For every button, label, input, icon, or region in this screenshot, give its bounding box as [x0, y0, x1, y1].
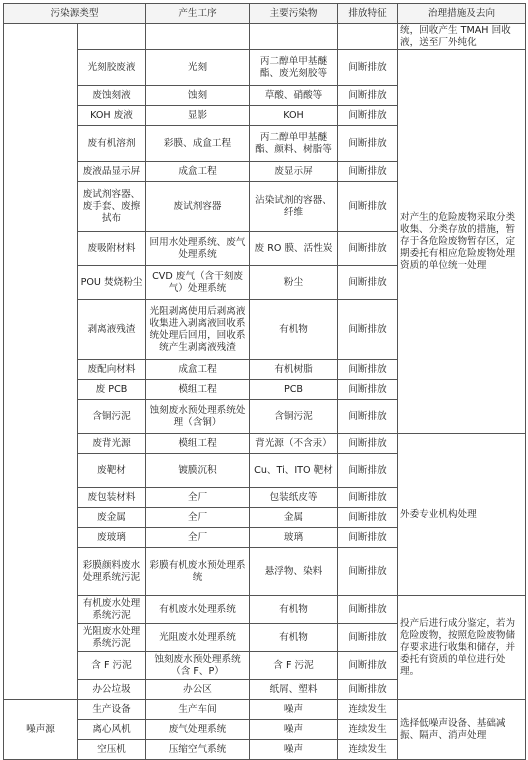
cell-process: 废气处理系统 — [146, 720, 250, 740]
cell-process: 成盒工程 — [146, 360, 250, 380]
cell-treatment: 统，回收产生 TMAH 回收液，送至厂外纯化 — [398, 24, 526, 50]
table-row — [4, 24, 526, 50]
cell-discharge: 连续发生 — [338, 740, 398, 760]
cell-source-name: 彩膜颜料废水处理系统污泥 — [78, 548, 146, 596]
header-process: 产生工序 — [146, 4, 250, 24]
cell-process: 显影 — [146, 106, 250, 126]
cell-process: 光刻 — [146, 50, 250, 86]
cell-pollutant: 丙二醇单甲基醚酯、颜料、树脂等 — [250, 126, 338, 162]
cell-discharge: 间断排放 — [338, 652, 398, 680]
cell-pollutant: 有机物 — [250, 624, 338, 652]
cell-discharge: 间断排放 — [338, 596, 398, 624]
cell-process: 全厂 — [146, 528, 250, 548]
cell-process: 全厂 — [146, 488, 250, 508]
header-pollutant: 主要污染物 — [250, 4, 338, 24]
header-source-type: 污染源类型 — [4, 4, 146, 24]
cell-pollutant: 废显示屏 — [250, 162, 338, 182]
cell-discharge: 间断排放 — [338, 680, 398, 700]
cell-pollutant: 噪声 — [250, 720, 338, 740]
cell-process: 废试剂容器 — [146, 182, 250, 232]
cell-source-name — [78, 24, 146, 50]
cell-discharge: 间断排放 — [338, 380, 398, 400]
cell-source-name: 光刻胶废液 — [78, 50, 146, 86]
cell-process: 镀膜沉积 — [146, 454, 250, 488]
cell-process: 蚀刻废水预处理系统处理（含铜） — [146, 400, 250, 434]
cell-pollutant: Cu、Ti、ITO 靶材 — [250, 454, 338, 488]
cell-pollutant: 噪声 — [250, 700, 338, 720]
cell-pollutant: 纸屑、塑料 — [250, 680, 338, 700]
cell-source-name: 废包装材料 — [78, 488, 146, 508]
cell-discharge: 间断排放 — [338, 434, 398, 454]
cell-treatment-merged: 对产生的危险废物采取分类收集、分类存放的措施，暂存于各危险废物暂存区，定期委托有相应危险废物处理资质的单位统一处理 — [398, 50, 526, 434]
cell-source-name: 废配向材料 — [78, 360, 146, 380]
cell-process: 全厂 — [146, 508, 250, 528]
cell-pollutant: 玻璃 — [250, 528, 338, 548]
cell-source-name: 废蚀刻液 — [78, 86, 146, 106]
cell-treatment-merged: 选择低噪声设备、基础减振、隔声、消声处理 — [398, 700, 526, 760]
cell-pollutant: 有机物 — [250, 300, 338, 360]
cell-discharge: 间断排放 — [338, 488, 398, 508]
cell-source-name: 废液晶显示屏 — [78, 162, 146, 182]
cell-source-name: 生产设备 — [78, 700, 146, 720]
cell-pollutant: 有机树脂 — [250, 360, 338, 380]
cell-source-name: POU 焚烧粉尘 — [78, 266, 146, 300]
cell-discharge: 间断排放 — [338, 182, 398, 232]
cell-process: 压缩空气系统 — [146, 740, 250, 760]
cell-discharge: 间断排放 — [338, 300, 398, 360]
cell-source-name: 含铜污泥 — [78, 400, 146, 434]
cell-pollutant — [250, 24, 338, 50]
cell-source-name: 办公垃圾 — [78, 680, 146, 700]
cell-process: 模组工程 — [146, 434, 250, 454]
cell-source-name: 空压机 — [78, 740, 146, 760]
cell-process: 彩膜有机废水预处理系统 — [146, 548, 250, 596]
cell-pollutant: 含铜污泥 — [250, 400, 338, 434]
cell-discharge: 连续发生 — [338, 720, 398, 740]
cell-discharge: 间断排放 — [338, 548, 398, 596]
header-treatment: 治理措施及去向 — [398, 4, 526, 24]
pollution-source-table — [3, 3, 526, 760]
cell-process: 成盒工程 — [146, 162, 250, 182]
cell-discharge: 间断排放 — [338, 624, 398, 652]
cell-discharge: 连续发生 — [338, 700, 398, 720]
cell-process: 蚀刻废水预处理系统（含 F、P） — [146, 652, 250, 680]
cell-source-name: 废靶材 — [78, 454, 146, 488]
cell-pollutant: 丙二醇单甲基醚酯、废光刻胶等 — [250, 50, 338, 86]
cell-pollutant: 悬浮物、染料 — [250, 548, 338, 596]
cell-pollutant: 背光源（不含汞） — [250, 434, 338, 454]
cell-discharge: 间断排放 — [338, 162, 398, 182]
cell-pollutant: 粉尘 — [250, 266, 338, 300]
cell-pollutant: 草酸、硝酸等 — [250, 86, 338, 106]
cell-pollutant: 含 F 污泥 — [250, 652, 338, 680]
cell-process: 彩膜、成盒工程 — [146, 126, 250, 162]
header-discharge: 排放特征 — [338, 4, 398, 24]
cell-source-name: 废 PCB — [78, 380, 146, 400]
group-cell-noise: 噪声源 — [4, 700, 78, 760]
cell-pollutant: PCB — [250, 380, 338, 400]
table-row — [4, 700, 526, 720]
cell-process: 生产车间 — [146, 700, 250, 720]
table-row — [4, 434, 526, 454]
group-cell-solid-waste — [4, 24, 78, 700]
cell-discharge: 间断排放 — [338, 400, 398, 434]
table-row — [4, 596, 526, 624]
cell-discharge: 间断排放 — [338, 360, 398, 380]
cell-process: 蚀刻 — [146, 86, 250, 106]
cell-pollutant: 金属 — [250, 508, 338, 528]
cell-treatment-merged: 外委专业机构处理 — [398, 434, 526, 596]
cell-process: CVD 废气（含干刻废气）处理系统 — [146, 266, 250, 300]
cell-treatment-merged: 投产后进行成分鉴定，若为危险废物，按照危险废物储存要求进行收集和储存，并委托有资质的单位进行处理。 — [398, 596, 526, 700]
cell-source-name: 废有机溶剂 — [78, 126, 146, 162]
cell-process: 光阻剥离使用后剥离液收集进入剥离液回收系统处理后回用，回收系统产生剥离液残渣 — [146, 300, 250, 360]
cell-pollutant: 废 RO 膜、活性炭 — [250, 232, 338, 266]
cell-pollutant: 有机物 — [250, 596, 338, 624]
cell-source-name: 剥离液残渣 — [78, 300, 146, 360]
cell-process: 回用水处理系统、废气处理系统 — [146, 232, 250, 266]
cell-source-name: 含 F 污泥 — [78, 652, 146, 680]
cell-discharge: 间断排放 — [338, 86, 398, 106]
cell-discharge: 间断排放 — [338, 528, 398, 548]
table-row — [4, 50, 526, 86]
cell-discharge: 间断排放 — [338, 454, 398, 488]
cell-pollutant: KOH — [250, 106, 338, 126]
cell-process: 模组工程 — [146, 380, 250, 400]
cell-discharge: 间断排放 — [338, 232, 398, 266]
cell-source-name: 废吸附材料 — [78, 232, 146, 266]
cell-process: 光阻废水处理系统 — [146, 624, 250, 652]
cell-discharge: 间断排放 — [338, 508, 398, 528]
cell-discharge: 间断排放 — [338, 50, 398, 86]
cell-pollutant: 包装纸皮等 — [250, 488, 338, 508]
cell-source-name: 有机废水处理系统污泥 — [78, 596, 146, 624]
cell-process: 有机废水处理系统 — [146, 596, 250, 624]
cell-source-name: 离心风机 — [78, 720, 146, 740]
cell-pollutant: 沾染试剂的容器、纤维 — [250, 182, 338, 232]
cell-source-name: 光阻废水处理系统污泥 — [78, 624, 146, 652]
cell-source-name: 废背光源 — [78, 434, 146, 454]
cell-discharge: 间断排放 — [338, 106, 398, 126]
cell-process — [146, 24, 250, 50]
cell-discharge: 间断排放 — [338, 126, 398, 162]
cell-source-name: 废金属 — [78, 508, 146, 528]
cell-process: 办公区 — [146, 680, 250, 700]
cell-source-name: 废试剂容器、废手套、废擦拭布 — [78, 182, 146, 232]
cell-discharge — [338, 24, 398, 50]
cell-source-name: 废玻璃 — [78, 528, 146, 548]
cell-discharge: 间断排放 — [338, 266, 398, 300]
cell-source-name: KOH 废液 — [78, 106, 146, 126]
cell-pollutant: 噪声 — [250, 740, 338, 760]
header-row — [4, 4, 526, 24]
